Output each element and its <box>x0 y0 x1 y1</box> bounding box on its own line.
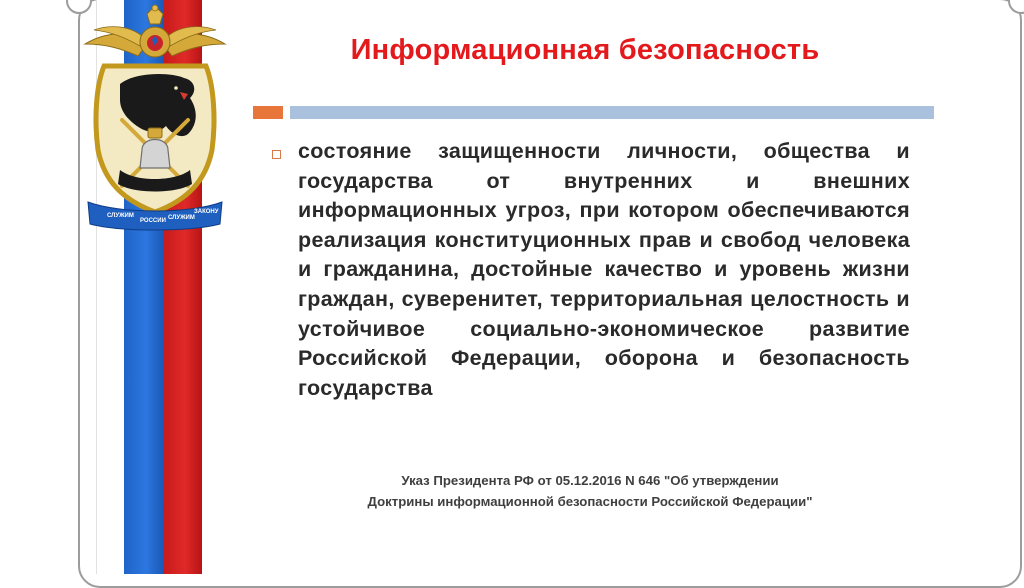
eagle-icon <box>85 5 225 57</box>
accent-bar-blue <box>290 106 934 119</box>
police-emblem <box>80 0 230 232</box>
ribbon-text-right-2: ЗАКОНУ <box>194 209 219 215</box>
definition-text: состояние защищенности личности, общества и государства от внутренних и внешних информационных угроз, при котором обеспечиваются реализация конституционных прав и свобод человека и гражданина, достойные качество и уровень жизни граждан, суверенитет, территориальная целостность и устойчивое социально-экономическое развитие Российской Федерации, оборона и безопасность государства <box>298 139 910 400</box>
ribbon-text-center: РОССИИ <box>140 218 166 224</box>
source-line-2: Доктрины информационной безопасности Российской Федерации" <box>367 494 813 509</box>
source-line-1: Указ Президента РФ от 05.12.2016 N 646 "Об утверждении <box>401 473 779 488</box>
source-citation <box>290 470 890 512</box>
ribbon-text-left: СЛУЖИМ <box>107 213 134 219</box>
bullet-square-icon <box>272 150 281 159</box>
slide-title: Информационная безопасность <box>350 34 820 66</box>
accent-bar-orange <box>253 106 283 119</box>
ribbon-text-right: СЛУЖИМ <box>168 215 195 221</box>
